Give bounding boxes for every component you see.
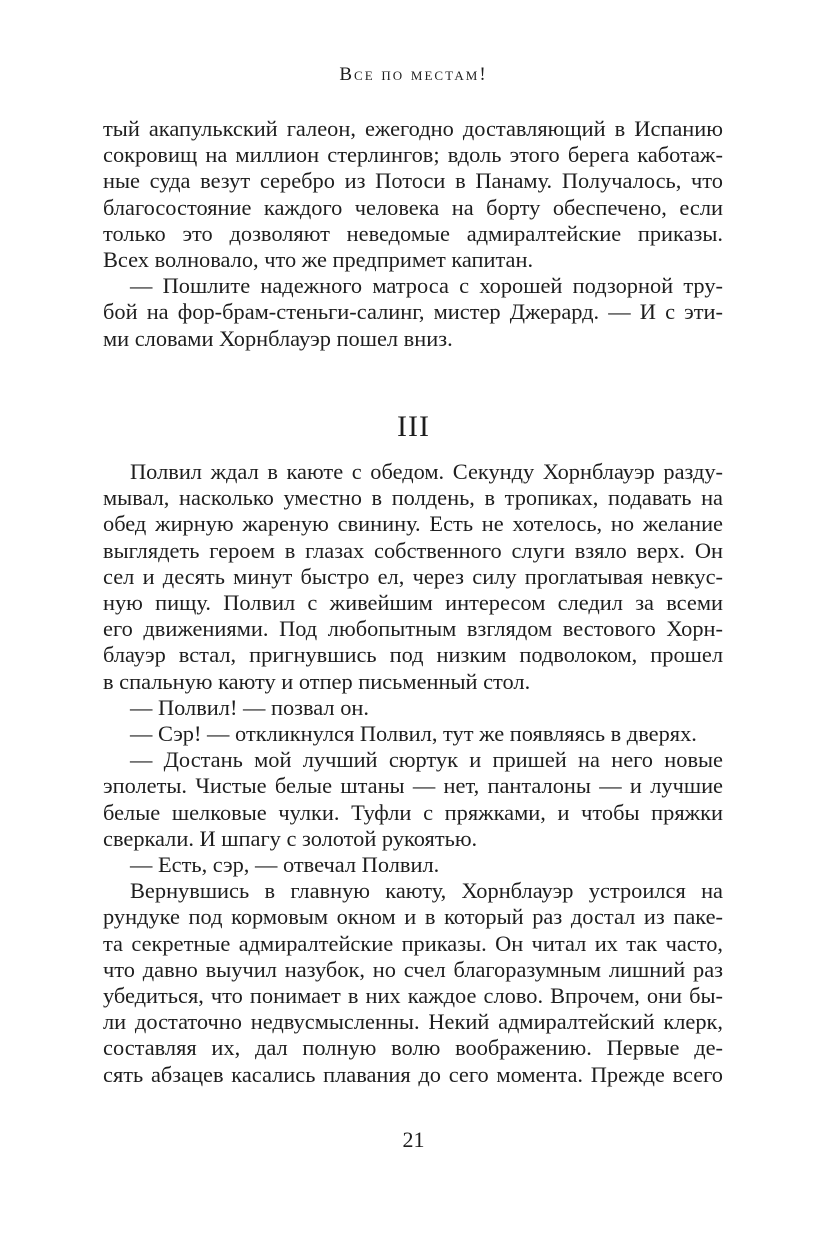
text-line: составляя их, дал полную волю воображению. Первые де- [103,1035,723,1061]
text-line: мывал, насколько уместно в полдень, в тропиках, подавать на [103,485,723,511]
text-line: сверкали. И шпагу с золотой рукоятью. [103,825,478,851]
text-line: белые шелковые чулки. Туфли с пряжками, и чтобы пряжки [103,799,723,825]
text-line: — Сэр! — откликнулся Полвил, тут же появляясь в дверях. [130,721,697,747]
text-line: в спальную каюту и отпер письменный стол. [103,668,531,694]
text-line: что давно выучил назубок, но счел благоразумным лишний раз [103,956,723,982]
text-line: ные суда везут серебро из Потоси в Панаму. Получалось, что [103,168,723,194]
text-line: — Есть, сэр, — отвечал Полвил. [130,852,440,878]
text-line: ную пищу. Полвил с живейшим интересом следил за всеми [103,590,723,616]
text-line: сокровищ на миллион стерлингов; вдоль этого берега каботаж- [103,142,723,168]
text-line: Полвил ждал в каюте с обедом. Секунду Хорнблауэр разду- [130,459,723,484]
text-line: Всех волновало, что же предпримет капитан. [103,247,534,273]
text-line: эполеты. Чистые белые штаны — нет, панталоны — и лучшие [103,773,723,799]
text-line: — Достань мой лучший сюртук и пришей на него новые [130,747,723,773]
text-line: его движениями. Под любопытным взглядом вестового Хорн- [103,616,723,642]
text-line: обед жирную жареную свинину. Есть не хотелось, но желание [103,511,723,537]
text-block-bottom [103,459,723,1088]
text-line: та секретные адмиралтейские приказы. Он читал их так часто, [103,930,723,956]
text-line: сять абзацев касались плавания до сего момента. Прежде всего [103,1061,723,1087]
text-line: ми словами Хорнблауэр пошел вниз. [103,325,453,351]
text-line: благосостояние каждого человека на борту обеспечено, если [103,194,723,220]
text-line: только это дозволяют неведомые адмиралтейские приказы. [103,220,723,246]
text-line: выглядеть героем в глазах собственного слуги взяло верх. Он [103,537,723,563]
text-line: — Полвил! — позвал он. [130,694,369,720]
text-line: Вернувшись в главную каюту, Хорнблауэр устроился на [130,878,723,904]
page-number: 21 [402,1127,425,1152]
text-line: тый акапулькский галеон, ежегодно доставляющий в Испанию [103,116,723,141]
text-line: — Пошлите надежного матроса с хорошей подзорной тру- [130,273,723,299]
text-line: блауэр встал, пригнувшись под низким подволоком, прошел [103,642,723,668]
text-line: ли достаточно недвусмысленны. Некий адмиралтейский клерк, [103,1009,723,1035]
text-line: сел и десять минут быстро ел, через силу проглатывая невкус- [103,563,723,589]
text-line: убедиться, что понимает в них каждое слово. Впрочем, они бы- [103,983,723,1009]
text-line: бой на фор-брам-стеньги-салинг, мистер Джерард. — И с эти- [103,299,723,325]
chapter-number: III [397,410,430,443]
running-head: Все по местам! [339,64,488,85]
text-block-top [103,116,723,352]
text-line: рундуке под кормовым окном и в который раз достал из паке- [103,904,723,930]
